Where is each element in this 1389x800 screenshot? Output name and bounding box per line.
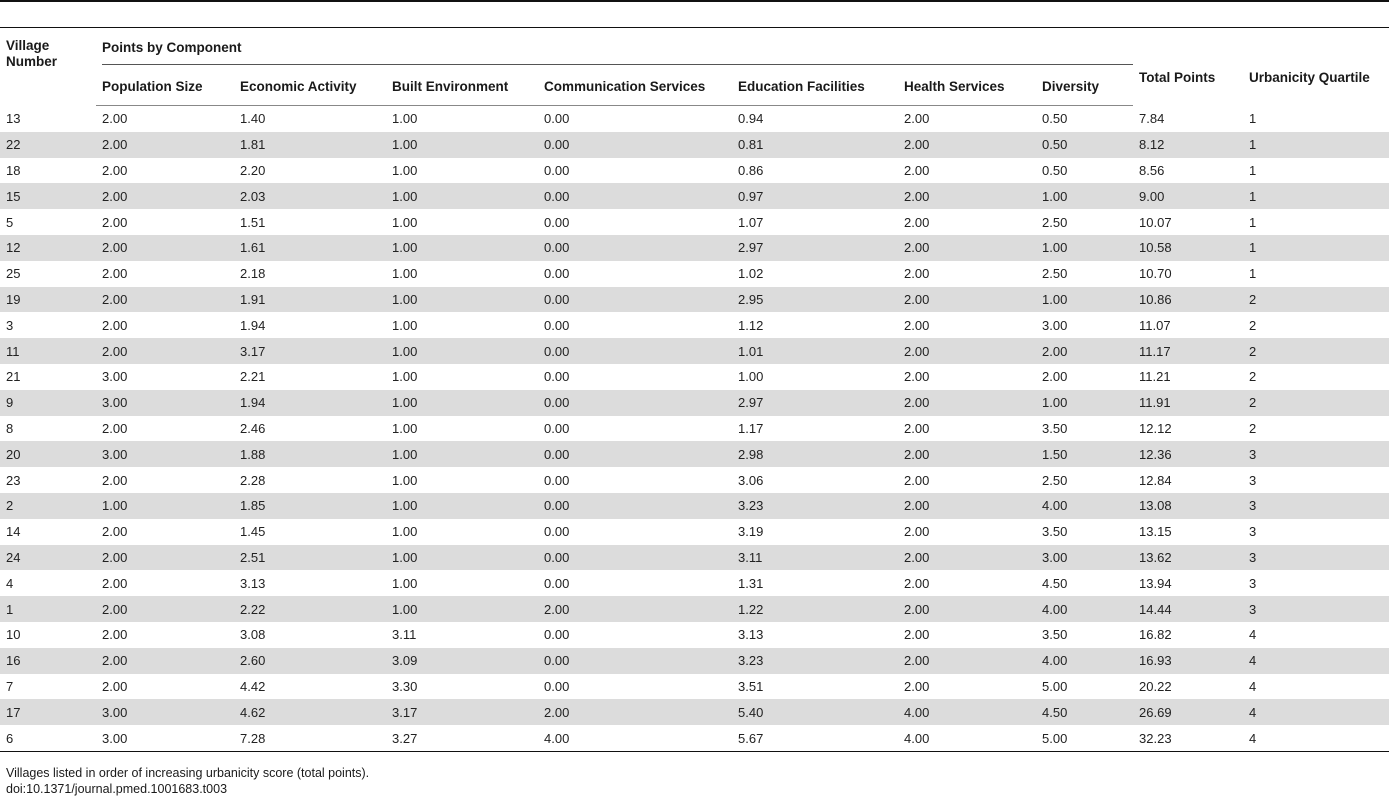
- cell-education-facilities: 3.06: [738, 472, 764, 488]
- cell-village-number: 11: [0, 338, 96, 364]
- cell-urbanicity-quartile: 2: [1243, 287, 1389, 313]
- cell-built-environment: 1.00: [386, 287, 538, 313]
- cell-education-facilities: 1.02: [738, 266, 764, 282]
- cell-built-environment: 3.27: [386, 725, 538, 751]
- cell-economic-activity: 1.40: [240, 111, 266, 127]
- cell-education-facilities: 1.17: [738, 420, 764, 436]
- header-row-1: [0, 33, 1389, 71]
- col-education-facilities: Education Facilities: [732, 71, 898, 106]
- cell-built-environment: 1.00: [392, 162, 418, 178]
- cell-communication-services: 0.00: [538, 441, 732, 467]
- cell-communication-services: 0.00: [538, 390, 732, 416]
- cell-communication-services: 0.00: [538, 287, 732, 313]
- cell-total-points: 13.62: [1133, 545, 1243, 571]
- cell-total-points: 12.84: [1139, 472, 1172, 488]
- cell-total-points: 16.82: [1139, 627, 1172, 643]
- table-row: [0, 416, 1389, 442]
- table-row: [0, 699, 1389, 725]
- cell-urbanicity-quartile: 1: [1249, 214, 1257, 230]
- col-village-number: Village Number: [6, 38, 58, 69]
- table-row: [0, 390, 1389, 416]
- cell-diversity: 1.00: [1036, 287, 1133, 313]
- cell-total-points: 12.12: [1139, 420, 1172, 436]
- cell-built-environment: 3.17: [386, 699, 538, 725]
- cell-economic-activity: 1.94: [234, 390, 386, 416]
- cell-health-services: 2.00: [898, 183, 1036, 209]
- table-row: [0, 338, 1389, 364]
- footnote-note: Villages listed in order of increasing urbanicity score (total points).: [6, 766, 370, 780]
- cell-built-environment: 1.00: [392, 472, 418, 488]
- cell-education-facilities: 2.95: [732, 287, 898, 313]
- cell-total-points: 11.17: [1133, 338, 1243, 364]
- cell-communication-services: 0.00: [544, 162, 570, 178]
- cell-economic-activity: 1.94: [240, 317, 266, 333]
- cell-education-facilities: 3.51: [738, 678, 764, 694]
- cell-built-environment: 1.00: [386, 183, 538, 209]
- cell-village-number: 15: [0, 183, 96, 209]
- cell-urbanicity-quartile: 3: [1243, 596, 1389, 622]
- cell-built-environment: 1.00: [392, 575, 418, 591]
- cell-communication-services: 0.00: [538, 493, 732, 519]
- cell-education-facilities: 1.22: [732, 596, 898, 622]
- cell-education-facilities: 1.01: [732, 338, 898, 364]
- cell-economic-activity: 2.03: [234, 183, 386, 209]
- col-urbanicity-quartile: Urbanicity Quartile: [1249, 70, 1370, 86]
- table-row: [0, 596, 1389, 622]
- cell-communication-services: 0.00: [544, 420, 570, 436]
- col-diversity: Diversity: [1036, 71, 1133, 106]
- cell-population-size: 2.00: [102, 111, 128, 127]
- cell-communication-services: 2.00: [538, 596, 732, 622]
- cell-urbanicity-quartile: 1: [1243, 183, 1389, 209]
- col-built-environment: Built Environment: [386, 71, 538, 106]
- cell-health-services: 2.00: [898, 545, 1036, 571]
- col-communication-services: Communication Services: [538, 71, 732, 106]
- cell-built-environment: 1.00: [392, 266, 418, 282]
- cell-urbanicity-quartile: 2: [1249, 317, 1257, 333]
- cell-urbanicity-quartile: 1: [1243, 132, 1389, 158]
- table-row: [0, 261, 1389, 287]
- cell-built-environment: 3.09: [386, 648, 538, 674]
- cell-economic-activity: 1.88: [234, 441, 386, 467]
- cell-urbanicity-quartile: 1: [1249, 111, 1257, 127]
- cell-urbanicity-quartile: 3: [1249, 472, 1257, 488]
- cell-built-environment: 1.00: [386, 545, 538, 571]
- cell-communication-services: 0.00: [538, 648, 732, 674]
- cell-total-points: 10.58: [1133, 235, 1243, 261]
- cell-built-environment: 1.00: [386, 441, 538, 467]
- cell-communication-services: 0.00: [544, 575, 570, 591]
- cell-total-points: 11.91: [1133, 390, 1243, 416]
- table-body: [0, 106, 1389, 752]
- cell-village-number: 13: [6, 111, 21, 127]
- cell-total-points: 13.15: [1139, 524, 1172, 540]
- cell-communication-services: 4.00: [538, 725, 732, 751]
- cell-village-number: 8: [6, 420, 14, 436]
- cell-total-points: 20.22: [1139, 678, 1172, 694]
- cell-diversity: 3.00: [1042, 317, 1068, 333]
- cell-education-facilities: 3.23: [732, 493, 898, 519]
- cell-education-facilities: 3.23: [732, 648, 898, 674]
- cell-economic-activity: 7.28: [234, 725, 386, 751]
- table-row: [0, 132, 1389, 158]
- col-health-services: Health Services: [898, 71, 1036, 106]
- cell-village-number: 23: [6, 472, 21, 488]
- cell-village-number: 24: [0, 545, 96, 571]
- cell-health-services: 2.00: [904, 678, 930, 694]
- urbanicity-table: [0, 33, 1389, 752]
- cell-diversity: 5.00: [1042, 678, 1068, 694]
- cell-urbanicity-quartile: 2: [1243, 338, 1389, 364]
- cell-village-number: 7: [6, 678, 14, 694]
- cell-total-points: 11.21: [1139, 369, 1171, 385]
- cell-diversity: 2.50: [1042, 472, 1068, 488]
- cell-population-size: 2.00: [96, 648, 234, 674]
- cell-urbanicity-quartile: 3: [1249, 575, 1257, 591]
- cell-urbanicity-quartile: 4: [1243, 648, 1389, 674]
- cell-economic-activity: 3.08: [240, 627, 266, 643]
- cell-education-facilities: 2.97: [732, 390, 898, 416]
- cell-health-services: 2.00: [904, 317, 930, 333]
- cell-health-services: 2.00: [904, 214, 930, 230]
- table-row: [0, 545, 1389, 571]
- cell-village-number: 21: [6, 369, 21, 385]
- cell-population-size: 2.00: [96, 545, 234, 571]
- cell-education-facilities: 0.94: [738, 111, 764, 127]
- cell-urbanicity-quartile: 2: [1249, 369, 1257, 385]
- cell-education-facilities: 2.97: [732, 235, 898, 261]
- cell-diversity: 2.50: [1042, 214, 1068, 230]
- cell-health-services: 2.00: [904, 627, 930, 643]
- cell-total-points: 14.44: [1133, 596, 1243, 622]
- cell-diversity: 1.50: [1036, 441, 1133, 467]
- cell-built-environment: 1.00: [392, 214, 418, 230]
- cell-education-facilities: 3.19: [738, 524, 764, 540]
- cell-education-facilities: 1.07: [738, 214, 764, 230]
- cell-population-size: 3.00: [96, 390, 234, 416]
- cell-economic-activity: 1.45: [240, 524, 266, 540]
- cell-village-number: 12: [0, 235, 96, 261]
- col-total-points: Total Points: [1139, 70, 1216, 86]
- cell-education-facilities: 5.40: [732, 699, 898, 725]
- cell-economic-activity: 2.18: [240, 266, 266, 282]
- cell-built-environment: 1.00: [386, 235, 538, 261]
- cell-economic-activity: 3.17: [234, 338, 386, 364]
- cell-diversity: 2.00: [1036, 338, 1133, 364]
- cell-communication-services: 0.00: [544, 266, 570, 282]
- cell-economic-activity: 1.85: [234, 493, 386, 519]
- cell-health-services: 2.00: [898, 390, 1036, 416]
- cell-total-points: 8.56: [1139, 162, 1165, 178]
- cell-health-services: 2.00: [898, 338, 1036, 364]
- cell-total-points: 7.84: [1139, 111, 1165, 127]
- cell-communication-services: 0.00: [544, 678, 570, 694]
- cell-population-size: 2.00: [96, 338, 234, 364]
- cell-economic-activity: 2.60: [234, 648, 386, 674]
- cell-communication-services: 0.00: [544, 524, 570, 540]
- cell-village-number: 10: [6, 627, 21, 643]
- cell-health-services: 4.00: [898, 725, 1036, 751]
- cell-village-number: 18: [6, 162, 21, 178]
- table-row: [0, 235, 1389, 261]
- cell-built-environment: 1.00: [386, 338, 538, 364]
- cell-total-points: 8.12: [1133, 132, 1243, 158]
- table-row: [0, 725, 1389, 751]
- cell-diversity: 1.00: [1036, 183, 1133, 209]
- table-row: [0, 183, 1389, 209]
- cell-total-points: 13.08: [1133, 493, 1243, 519]
- cell-health-services: 2.00: [898, 441, 1036, 467]
- cell-economic-activity: 2.28: [240, 472, 266, 488]
- cell-diversity: 4.00: [1036, 493, 1133, 519]
- cell-urbanicity-quartile: 1: [1243, 235, 1389, 261]
- cell-total-points: 32.23: [1133, 725, 1243, 751]
- points-by-component-label: Points by Component: [102, 40, 1133, 65]
- cell-total-points: 13.94: [1139, 575, 1172, 591]
- cell-population-size: 3.00: [96, 699, 234, 725]
- cell-total-points: 10.70: [1139, 266, 1172, 282]
- table-row: [0, 674, 1389, 700]
- cell-village-number: 9: [0, 390, 96, 416]
- cell-communication-services: 2.00: [538, 699, 732, 725]
- table-row: [0, 493, 1389, 519]
- cell-urbanicity-quartile: 4: [1249, 627, 1257, 643]
- cell-urbanicity-quartile: 1: [1249, 162, 1257, 178]
- cell-diversity: 0.50: [1036, 132, 1133, 158]
- cell-diversity: 3.50: [1042, 627, 1068, 643]
- cell-economic-activity: 1.91: [234, 287, 386, 313]
- cell-health-services: 2.00: [904, 162, 930, 178]
- cell-economic-activity: 2.20: [240, 162, 266, 178]
- cell-total-points: 11.07: [1139, 317, 1171, 333]
- cell-education-facilities: 5.67: [732, 725, 898, 751]
- cell-built-environment: 1.00: [392, 111, 418, 127]
- cell-built-environment: 1.00: [392, 317, 418, 333]
- cell-urbanicity-quartile: 3: [1243, 493, 1389, 519]
- col-population-size: Population Size: [96, 71, 234, 106]
- cell-diversity: 1.00: [1036, 235, 1133, 261]
- cell-village-number: 2: [0, 493, 96, 519]
- cell-total-points: 9.00: [1133, 183, 1243, 209]
- cell-health-services: 2.00: [904, 369, 930, 385]
- cell-health-services: 2.00: [904, 524, 930, 540]
- cell-health-services: 2.00: [898, 132, 1036, 158]
- table-row: [0, 648, 1389, 674]
- cell-population-size: 2.00: [96, 132, 234, 158]
- cell-diversity: 3.00: [1036, 545, 1133, 571]
- cell-urbanicity-quartile: 4: [1243, 725, 1389, 751]
- cell-population-size: 2.00: [96, 287, 234, 313]
- table-row: [0, 158, 1389, 184]
- cell-diversity: 4.50: [1036, 699, 1133, 725]
- cell-economic-activity: 4.62: [234, 699, 386, 725]
- cell-urbanicity-quartile: 2: [1243, 390, 1389, 416]
- cell-diversity: 4.50: [1042, 575, 1068, 591]
- cell-diversity: 4.00: [1036, 648, 1133, 674]
- cell-population-size: 2.00: [102, 317, 128, 333]
- cell-village-number: 6: [0, 725, 96, 751]
- cell-health-services: 2.00: [904, 266, 930, 282]
- cell-built-environment: 1.00: [392, 524, 418, 540]
- cell-economic-activity: 1.81: [234, 132, 386, 158]
- cell-diversity: 0.50: [1042, 111, 1068, 127]
- cell-village-number: 25: [6, 266, 21, 282]
- cell-health-services: 2.00: [904, 111, 930, 127]
- cell-economic-activity: 2.46: [240, 420, 266, 436]
- cell-health-services: 2.00: [904, 472, 930, 488]
- cell-education-facilities: 3.11: [732, 545, 898, 571]
- table-row: [0, 570, 1389, 596]
- cell-communication-services: 0.00: [538, 183, 732, 209]
- header-rule: [0, 27, 1389, 28]
- cell-diversity: 2.50: [1042, 266, 1068, 282]
- cell-population-size: 3.00: [96, 725, 234, 751]
- cell-communication-services: 0.00: [544, 214, 570, 230]
- cell-built-environment: 1.00: [392, 420, 418, 436]
- cell-village-number: 22: [0, 132, 96, 158]
- cell-education-facilities: 2.98: [732, 441, 898, 467]
- cell-communication-services: 0.00: [538, 338, 732, 364]
- cell-diversity: 4.00: [1036, 596, 1133, 622]
- cell-health-services: 2.00: [904, 575, 930, 591]
- cell-total-points: 16.93: [1133, 648, 1243, 674]
- cell-urbanicity-quartile: 4: [1243, 699, 1389, 725]
- cell-health-services: 4.00: [898, 699, 1036, 725]
- cell-built-environment: 3.30: [392, 678, 418, 694]
- cell-health-services: 2.00: [898, 648, 1036, 674]
- table-row: [0, 312, 1389, 338]
- cell-population-size: 2.00: [96, 235, 234, 261]
- cell-economic-activity: 2.51: [234, 545, 386, 571]
- cell-urbanicity-quartile: 4: [1249, 678, 1257, 694]
- cell-communication-services: 0.00: [538, 132, 732, 158]
- cell-population-size: 1.00: [96, 493, 234, 519]
- cell-village-number: 5: [6, 214, 14, 230]
- cell-population-size: 3.00: [96, 441, 234, 467]
- table-row: [0, 106, 1389, 132]
- cell-village-number: 20: [0, 441, 96, 467]
- cell-diversity: 3.50: [1042, 420, 1068, 436]
- cell-economic-activity: 2.22: [234, 596, 386, 622]
- cell-communication-services: 0.00: [544, 627, 570, 643]
- cell-communication-services: 0.00: [544, 317, 570, 333]
- cell-population-size: 3.00: [102, 369, 128, 385]
- cell-diversity: 1.00: [1036, 390, 1133, 416]
- cell-population-size: 2.00: [102, 627, 128, 643]
- cell-health-services: 2.00: [898, 287, 1036, 313]
- cell-population-size: 2.00: [102, 575, 128, 591]
- cell-urbanicity-quartile: 2: [1249, 420, 1257, 436]
- cell-urbanicity-quartile: 3: [1243, 441, 1389, 467]
- cell-economic-activity: 4.42: [240, 678, 266, 694]
- cell-village-number: 19: [0, 287, 96, 313]
- cell-built-environment: 1.00: [386, 390, 538, 416]
- cell-economic-activity: 1.51: [240, 214, 266, 230]
- table-row: [0, 287, 1389, 313]
- cell-population-size: 2.00: [102, 678, 128, 694]
- cell-urbanicity-quartile: 3: [1249, 524, 1257, 540]
- table-row: [0, 209, 1389, 235]
- cell-built-environment: 3.11: [392, 627, 417, 643]
- cell-diversity: 2.00: [1042, 369, 1068, 385]
- cell-education-facilities: 0.81: [732, 132, 898, 158]
- cell-village-number: 4: [6, 575, 14, 591]
- cell-education-facilities: 0.97: [732, 183, 898, 209]
- cell-population-size: 2.00: [102, 266, 128, 282]
- cell-population-size: 2.00: [102, 162, 128, 178]
- cell-built-environment: 1.00: [386, 493, 538, 519]
- cell-health-services: 2.00: [904, 420, 930, 436]
- cell-built-environment: 1.00: [386, 132, 538, 158]
- footnote-doi: doi:10.1371/journal.pmed.1001683.t003: [6, 782, 228, 796]
- cell-population-size: 2.00: [102, 472, 128, 488]
- cell-education-facilities: 0.86: [738, 162, 764, 178]
- cell-economic-activity: 1.61: [234, 235, 386, 261]
- table-row: [0, 364, 1389, 390]
- cell-economic-activity: 3.13: [240, 575, 266, 591]
- cell-diversity: 5.00: [1036, 725, 1133, 751]
- cell-built-environment: 1.00: [386, 596, 538, 622]
- cell-education-facilities: 1.00: [738, 369, 764, 385]
- cell-health-services: 2.00: [898, 596, 1036, 622]
- cell-urbanicity-quartile: 1: [1249, 266, 1257, 282]
- cell-village-number: 16: [0, 648, 96, 674]
- cell-communication-services: 0.00: [538, 235, 732, 261]
- cell-communication-services: 0.00: [544, 472, 570, 488]
- cell-village-number: 1: [0, 596, 96, 622]
- cell-communication-services: 0.00: [544, 111, 570, 127]
- table-row: [0, 467, 1389, 493]
- cell-population-size: 2.00: [96, 183, 234, 209]
- cell-population-size: 2.00: [102, 214, 128, 230]
- cell-education-facilities: 1.12: [738, 317, 764, 333]
- table-row: [0, 519, 1389, 545]
- cell-education-facilities: 3.13: [738, 627, 764, 643]
- points-by-component-header: [96, 33, 1133, 71]
- cell-village-number: 3: [6, 317, 14, 333]
- cell-total-points: 12.36: [1133, 441, 1243, 467]
- cell-education-facilities: 1.31: [738, 575, 764, 591]
- cell-health-services: 2.00: [898, 493, 1036, 519]
- cell-diversity: 3.50: [1042, 524, 1068, 540]
- cell-total-points: 26.69: [1133, 699, 1243, 725]
- cell-built-environment: 1.00: [392, 369, 418, 385]
- cell-communication-services: 0.00: [538, 545, 732, 571]
- cell-urbanicity-quartile: 3: [1243, 545, 1389, 571]
- cell-population-size: 2.00: [102, 524, 128, 540]
- cell-total-points: 10.86: [1133, 287, 1243, 313]
- table-row: [0, 622, 1389, 648]
- cell-total-points: 10.07: [1139, 214, 1172, 230]
- cell-population-size: 2.00: [102, 420, 128, 436]
- cell-health-services: 2.00: [898, 235, 1036, 261]
- table-footnote: [6, 765, 369, 797]
- table-row: [0, 441, 1389, 467]
- cell-population-size: 2.00: [96, 596, 234, 622]
- cell-village-number: 17: [0, 699, 96, 725]
- cell-economic-activity: 2.21: [240, 369, 266, 385]
- top-rule: [0, 0, 1389, 2]
- col-economic-activity: Economic Activity: [234, 71, 386, 106]
- cell-communication-services: 0.00: [544, 369, 570, 385]
- cell-village-number: 14: [6, 524, 21, 540]
- cell-diversity: 0.50: [1042, 162, 1068, 178]
